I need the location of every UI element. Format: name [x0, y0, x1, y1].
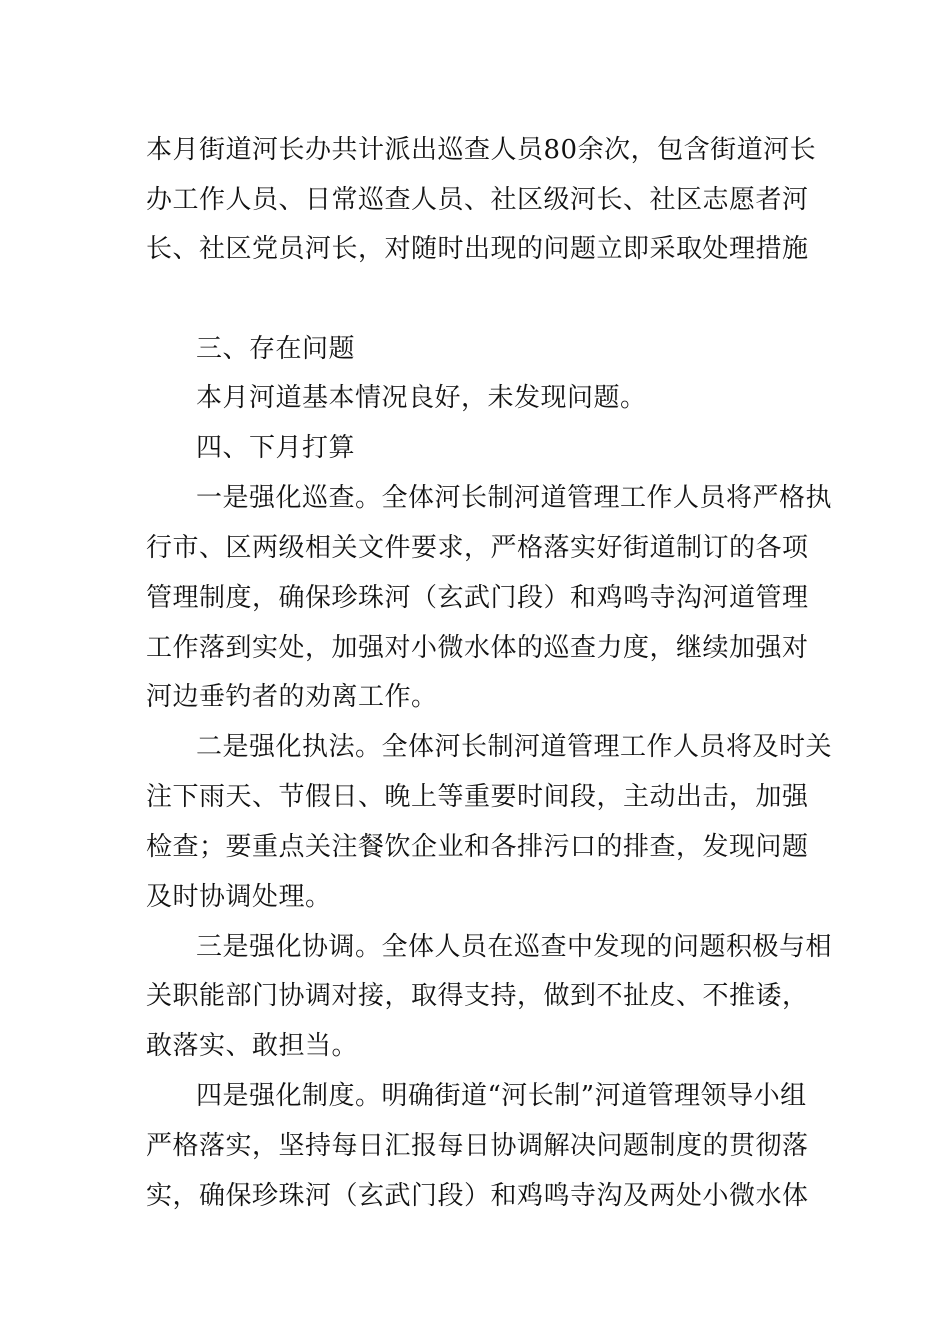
body-line: 严格落实，坚持每日汇报每日协调解决问题制度的贯彻落 [146, 1131, 809, 1161]
section-heading: 三、存在问题 [196, 334, 356, 364]
body-line: 本月河道基本情况良好，未发现问题。 [196, 383, 647, 413]
body-line: 敢落实、敢担当。 [146, 1031, 359, 1061]
body-line: 关职能部门协调对接，取得支持，做到不扯皮、不推诿， [146, 981, 809, 1011]
body-line: 本月街道河长办共计派出巡查人员80余次，包含街道河长 [146, 135, 817, 165]
body-line: 长、社区党员河长，对随时出现的问题立即采取处理措施 [146, 234, 809, 264]
body-line: 注下雨天、节假日、晚上等重要时间段，主动出击，加强 [146, 782, 809, 812]
section-heading: 四、下月打算 [196, 433, 356, 463]
body-line: 工作落到实处，加强对小微水体的巡查力度，继续加强对 [146, 633, 809, 663]
body-line: 实，确保珍珠河（玄武门段）和鸡鸣寺沟及两处小微水体 [146, 1181, 809, 1211]
body-line: 行市、区两级相关文件要求，严格落实好街道制订的各项 [146, 533, 809, 563]
body-line: 管理制度，确保珍珠河（玄武门段）和鸡鸣寺沟河道管理 [146, 583, 809, 613]
paragraph-first-line: 三是强化协调。全体人员在巡查中发现的问题积极与相 [196, 932, 833, 962]
body-line: 河边垂钓者的劝离工作。 [146, 682, 438, 712]
body-line: 办工作人员、日常巡查人员、社区级河长、社区志愿者河 [146, 185, 809, 215]
body-line: 检查；要重点关注餐饮企业和各排污口的排查，发现问题 [146, 832, 809, 862]
paragraph-first-line: 四是强化制度。明确街道“河长制”河道管理领导小组 [196, 1081, 807, 1111]
paragraph-first-line: 一是强化巡查。全体河长制河道管理工作人员将严格执 [196, 483, 833, 513]
paragraph-first-line: 二是强化执法。全体河长制河道管理工作人员将及时关 [196, 732, 833, 762]
body-line: 及时协调处理。 [146, 882, 332, 912]
